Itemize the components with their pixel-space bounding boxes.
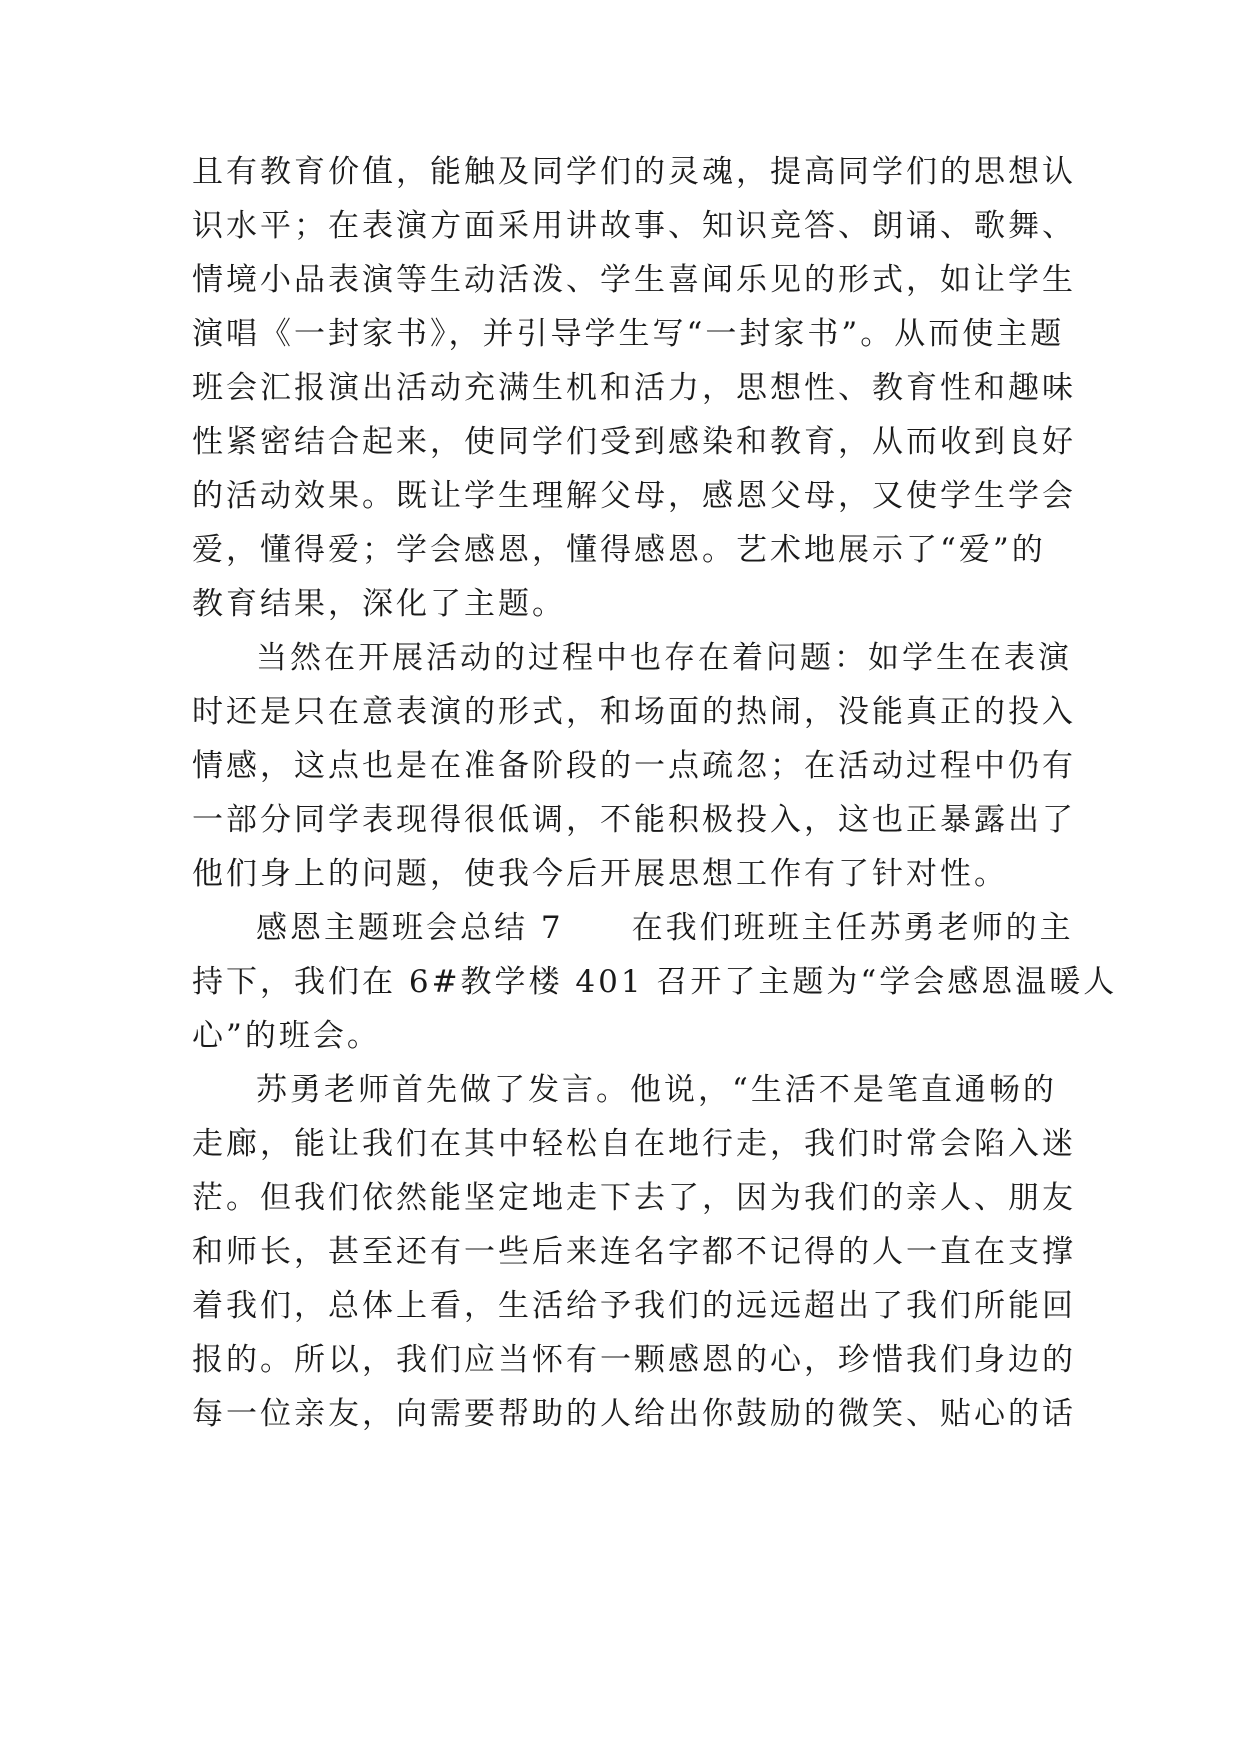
- text-line: 班会汇报演出活动充满生机和活力，思想性、教育性和趣味: [192, 370, 1076, 406]
- text-line: 走廊，能让我们在其中轻松自在地行走，我们时常会陷入迷: [192, 1126, 1076, 1162]
- text-line: 性紧密结合起来，使同学们受到感染和教育，从而收到良好: [192, 424, 1076, 460]
- text-line: 报的。所以，我们应当怀有一颗感恩的心，珍惜我们身边的: [192, 1342, 1076, 1378]
- text-line: 情感，这点也是在准备阶段的一点疏忽；在活动过程中仍有: [192, 748, 1076, 784]
- text-line: 他们身上的问题，使我今后开展思想工作有了针对性。: [192, 856, 1008, 892]
- paragraph-first-line: 当然在开展活动的过程中也存在着问题：如学生在表演: [256, 640, 1072, 676]
- paragraph-first-line: 感恩主题班会总结 7 在我们班班主任苏勇老师的主: [256, 910, 1074, 946]
- text-line: 情境小品表演等生动活泼、学生喜闻乐见的形式，如让学生: [192, 262, 1076, 298]
- text-line: 的活动效果。既让学生理解父母，感恩父母，又使学生学会: [192, 478, 1076, 514]
- text-line: 一部分同学表现得很低调，不能积极投入，这也正暴露出了: [192, 802, 1076, 838]
- text-line: 每一位亲友，向需要帮助的人给出你鼓励的微笑、贴心的话: [192, 1396, 1076, 1432]
- text-line: 着我们，总体上看，生活给予我们的远远超出了我们所能回: [192, 1288, 1076, 1324]
- text-line: 茫。但我们依然能坚定地走下去了，因为我们的亲人、朋友: [192, 1180, 1076, 1216]
- paragraph-first-line: 苏勇老师首先做了发言。他说，“生活不是笔直通畅的: [256, 1072, 1057, 1108]
- text-line: 爱，懂得爱；学会感恩，懂得感恩。艺术地展示了“爱”的: [192, 532, 1046, 568]
- text-line: 和师长，甚至还有一些后来连名字都不记得的人一直在支撑: [192, 1234, 1076, 1270]
- text-line: 时还是只在意表演的形式，和场面的热闹，没能真正的投入: [192, 694, 1076, 730]
- text-line: 且有教育价值，能触及同学们的灵魂，提高同学们的思想认: [192, 154, 1076, 190]
- text-line: 演唱《一封家书》，并引导学生写“一封家书”。从而使主题: [192, 316, 1065, 352]
- text-line: 教育结果，深化了主题。: [192, 586, 566, 622]
- text-line: 识水平；在表演方面采用讲故事、知识竞答、朗诵、歌舞、: [192, 208, 1076, 244]
- text-line: 心”的班会。: [192, 1018, 381, 1054]
- text-line: 持下，我们在 6#教学楼 401 召开了主题为“学会感恩温暖人: [192, 964, 1118, 1000]
